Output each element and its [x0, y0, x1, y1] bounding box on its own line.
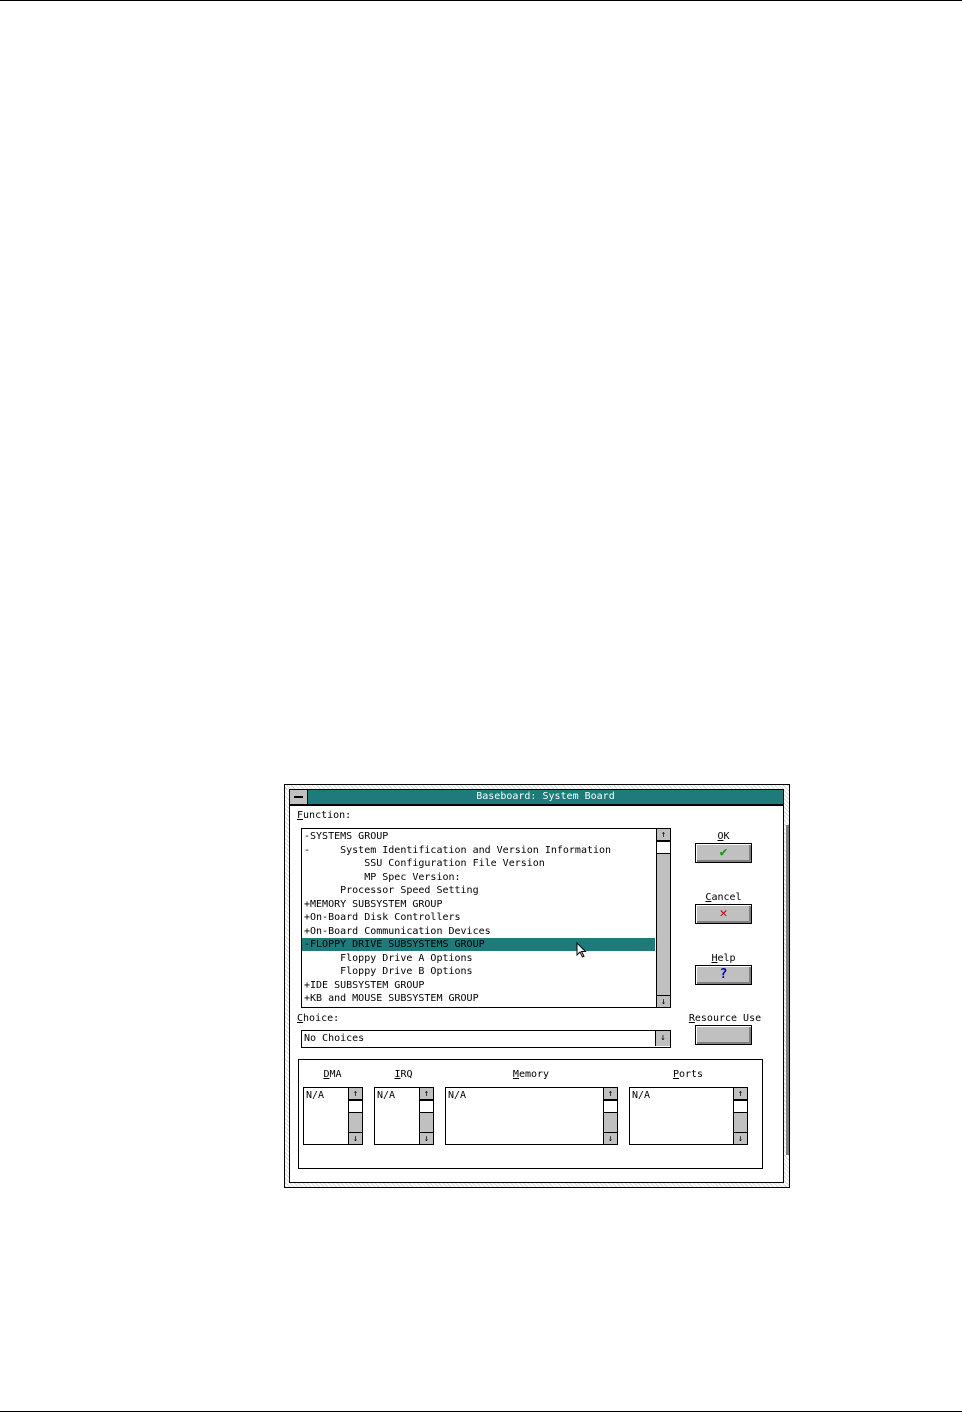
- dialog-window: [284, 784, 790, 1188]
- function-list-item[interactable]: -SYSTEMS GROUP: [304, 831, 389, 842]
- function-list-item[interactable]: +On-Board Communication Devices: [304, 925, 491, 937]
- function-listbox[interactable]: [301, 828, 671, 1008]
- choice-value: No Choices: [304, 1033, 365, 1044]
- ports-listbox[interactable]: [629, 1087, 748, 1145]
- scroll-thumb[interactable]: [349, 1100, 362, 1113]
- ports-value: N/A: [632, 1090, 651, 1101]
- scroll-down-icon[interactable]: ↓: [657, 995, 670, 1007]
- close-x-icon: ✕: [719, 906, 728, 921]
- title-bar[interactable]: [289, 789, 784, 805]
- scroll-up-icon[interactable]: ↑: [657, 829, 670, 841]
- dialog-body: [289, 805, 784, 1183]
- memory-value: N/A: [448, 1090, 467, 1101]
- irq-scrollbar[interactable]: [419, 1088, 433, 1144]
- dma-scrollbar[interactable]: [348, 1088, 362, 1144]
- resource-use-label: Resource Use: [688, 1013, 762, 1024]
- function-list-item[interactable]: +On-Board Disk Controllers: [304, 912, 461, 923]
- choice-dropdown[interactable]: [301, 1030, 671, 1048]
- function-list-item[interactable]: SSU Configuration File Version: [304, 858, 545, 869]
- scroll-thumb[interactable]: [420, 1100, 433, 1113]
- window-title: Baseboard: System Board: [476, 791, 615, 802]
- memory-scrollbar[interactable]: [603, 1088, 617, 1144]
- dma-listbox[interactable]: [303, 1087, 363, 1145]
- scroll-up-icon[interactable]: ↑: [349, 1088, 362, 1100]
- function-list-item[interactable]: Processor Speed Setting: [304, 885, 479, 896]
- function-list-item[interactable]: Floppy Drive A Options: [304, 952, 473, 964]
- function-list-item[interactable]: - System Identification and Version Information: [304, 844, 612, 856]
- ports-label: Ports: [672, 1069, 704, 1080]
- help-label: Help: [711, 953, 736, 964]
- page-bottom-rule: [0, 1411, 962, 1412]
- memory-listbox[interactable]: [445, 1087, 618, 1145]
- cancel-label: Cancel: [705, 892, 742, 903]
- page-top-rule: [0, 0, 962, 1]
- irq-label: IRQ: [394, 1069, 413, 1080]
- resource-group-box: [298, 1059, 763, 1169]
- memory-label: Memory: [512, 1069, 550, 1080]
- scroll-down-icon[interactable]: ↓: [604, 1132, 617, 1144]
- scroll-thumb[interactable]: [734, 1100, 747, 1113]
- ok-button[interactable]: [695, 843, 752, 863]
- checkmark-icon: ✔: [719, 845, 728, 860]
- irq-value: N/A: [377, 1090, 396, 1101]
- ports-scrollbar[interactable]: [733, 1088, 747, 1144]
- system-menu-icon[interactable]: [290, 790, 308, 804]
- choice-label: Choice:: [297, 1013, 340, 1024]
- scroll-up-icon[interactable]: ↑: [420, 1088, 433, 1100]
- function-list-item[interactable]: +IDE SUBSYSTEM GROUP: [304, 979, 425, 991]
- scroll-down-icon[interactable]: ↓: [349, 1132, 362, 1144]
- scroll-thumb[interactable]: [604, 1100, 617, 1113]
- dma-label: DMA: [323, 1069, 342, 1080]
- function-label: Function:: [297, 810, 352, 821]
- resource-use-button[interactable]: [695, 1025, 752, 1045]
- ok-label: OK: [717, 831, 730, 842]
- dropdown-arrow-icon[interactable]: ↓: [655, 1031, 670, 1046]
- window-edge: [786, 825, 789, 1155]
- scroll-up-icon[interactable]: ↑: [734, 1088, 747, 1100]
- question-mark-icon: ?: [719, 967, 728, 982]
- function-list-item[interactable]: MP Spec Version:: [304, 871, 461, 883]
- function-list: [302, 829, 655, 1007]
- scroll-down-icon[interactable]: ↓: [734, 1132, 747, 1144]
- cancel-button[interactable]: [695, 904, 752, 924]
- function-list-item[interactable]: -FLOPPY DRIVE SUBSYSTEMS GROUP: [302, 938, 655, 951]
- mouse-pointer-icon: [576, 942, 588, 958]
- scroll-down-icon[interactable]: ↓: [420, 1132, 433, 1144]
- scroll-thumb[interactable]: [657, 841, 670, 854]
- function-list-item[interactable]: Floppy Drive B Options: [304, 966, 473, 977]
- function-scrollbar[interactable]: [656, 829, 670, 1007]
- dma-value: N/A: [306, 1090, 325, 1101]
- function-list-item[interactable]: +KB and MOUSE SUBSYSTEM GROUP: [304, 993, 479, 1004]
- irq-listbox[interactable]: [374, 1087, 434, 1145]
- help-button[interactable]: [695, 965, 752, 985]
- scroll-up-icon[interactable]: ↑: [604, 1088, 617, 1100]
- function-list-item[interactable]: +MEMORY SUBSYSTEM GROUP: [304, 898, 443, 910]
